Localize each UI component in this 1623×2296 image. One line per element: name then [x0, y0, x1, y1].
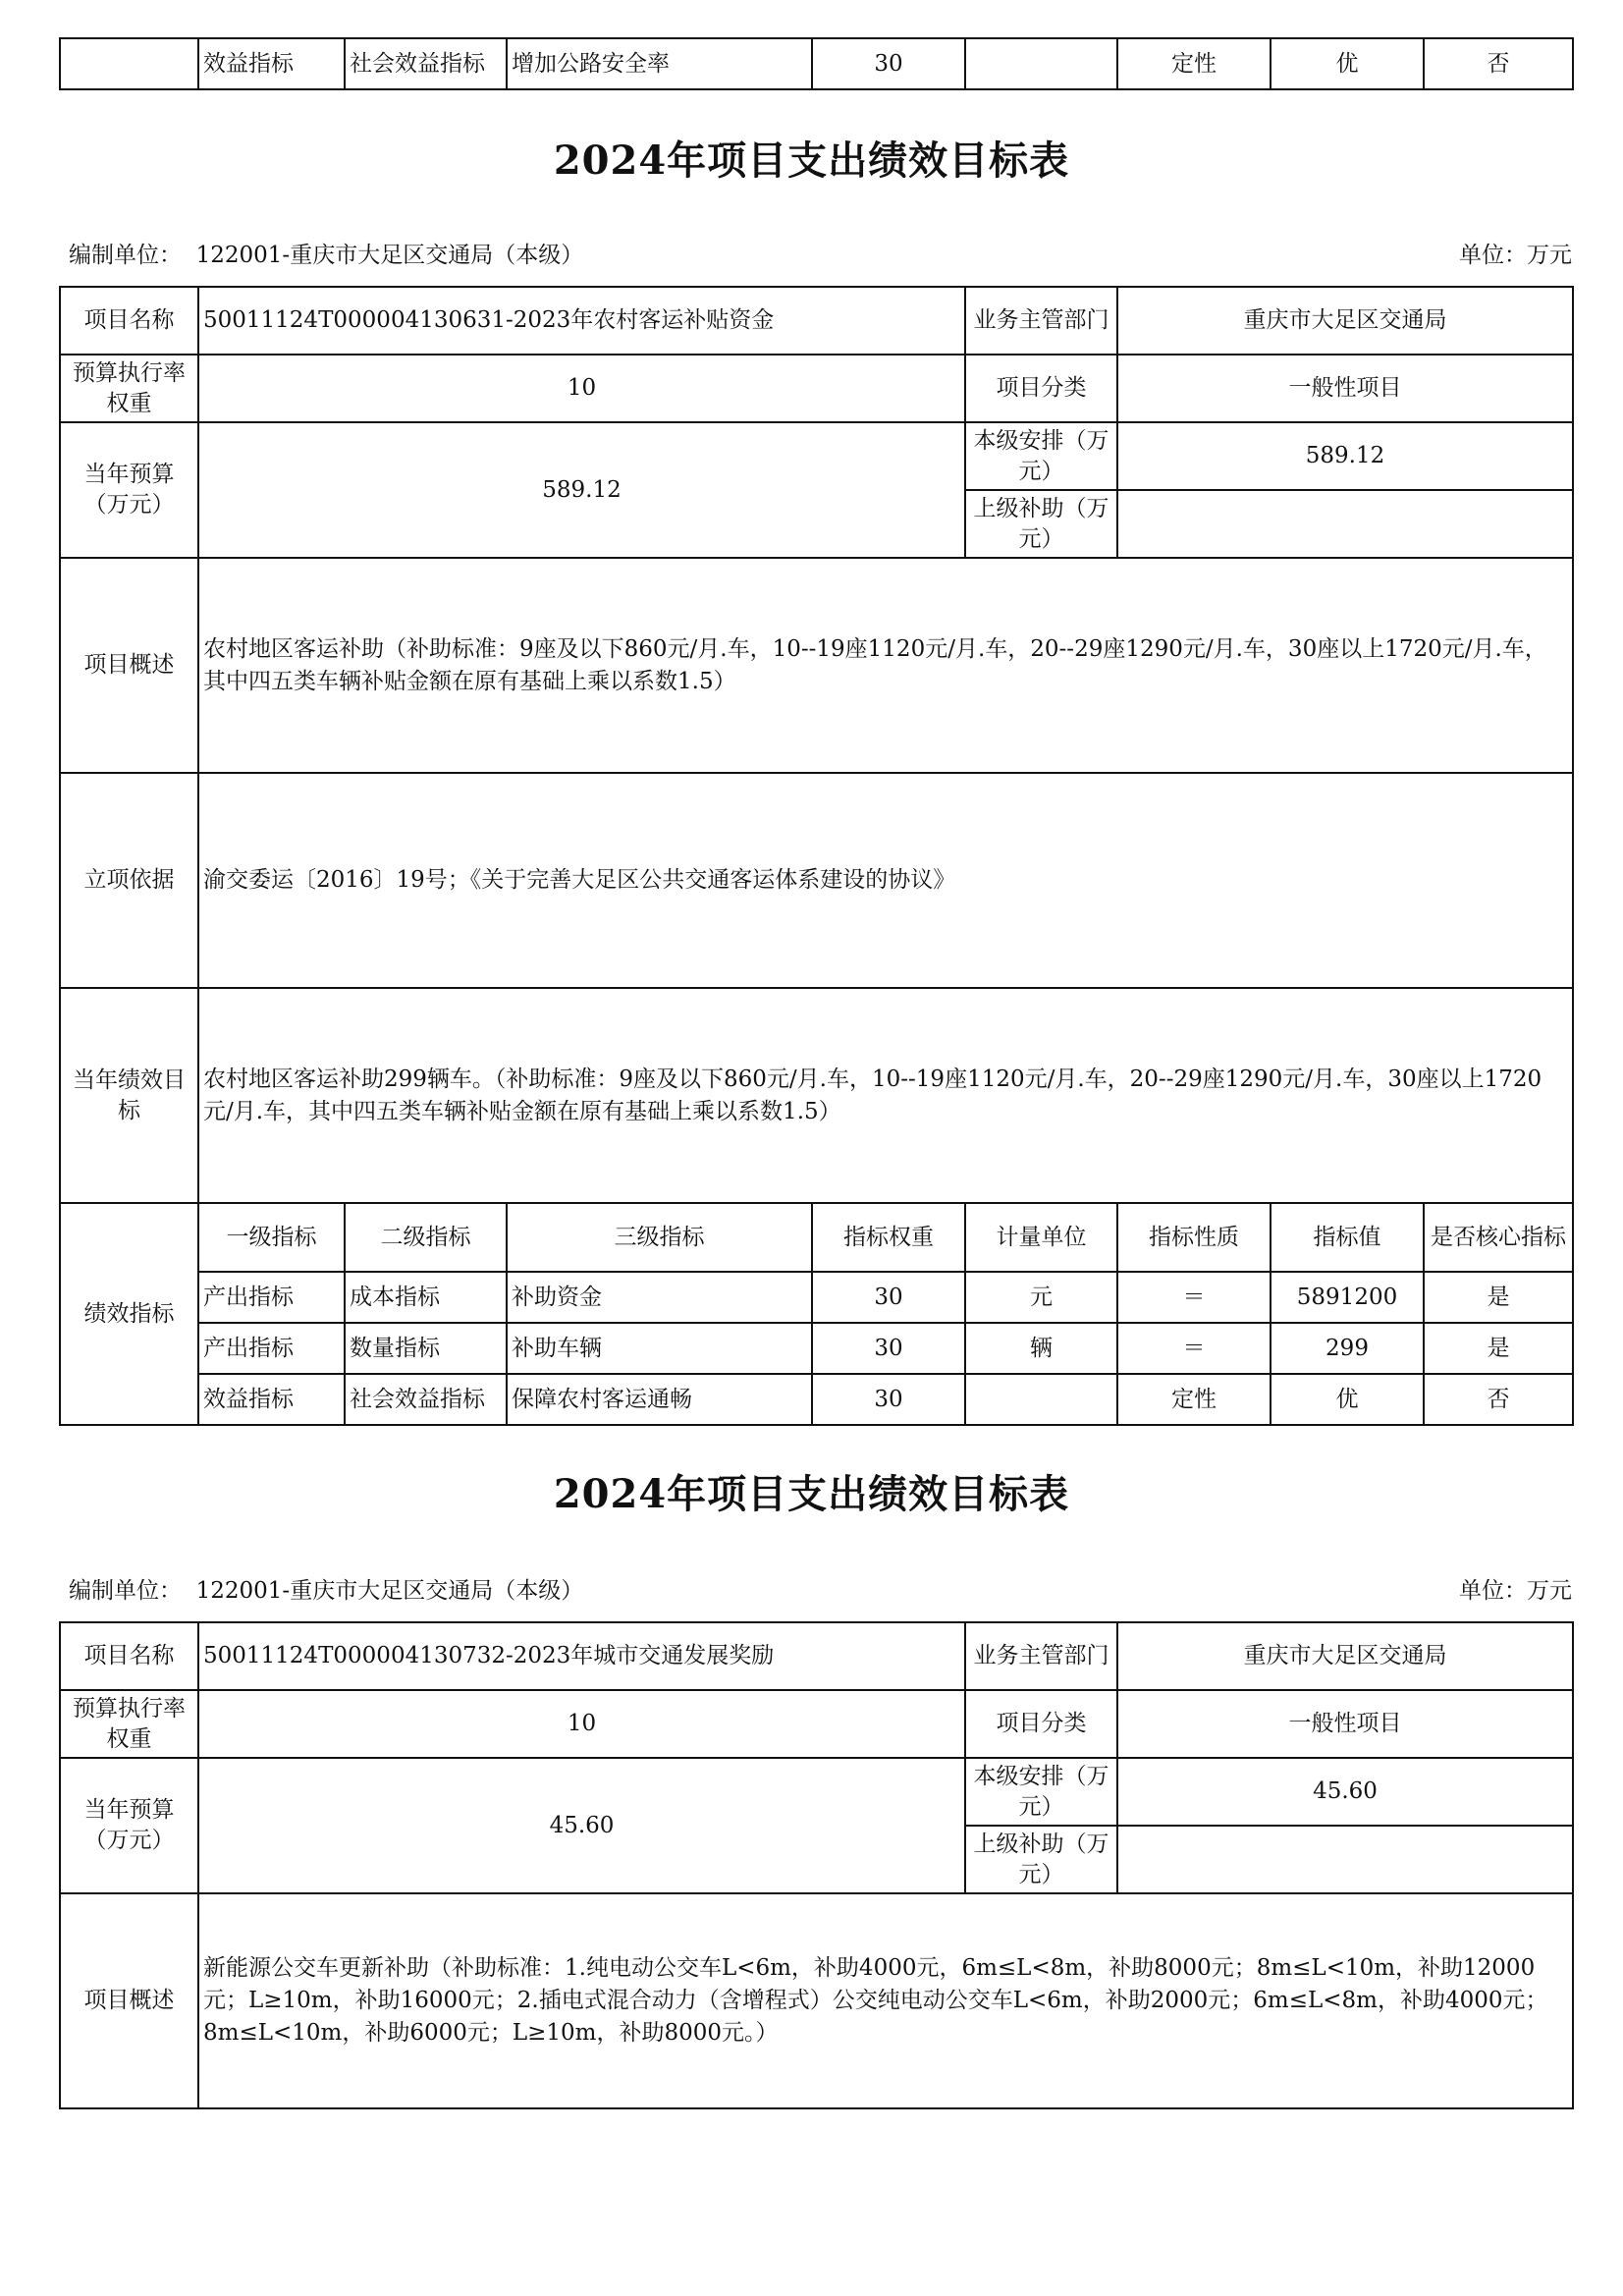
header-value: 指标值	[1271, 1203, 1424, 1272]
level1-indicator: 效益指标	[198, 38, 345, 89]
row-weight: 30	[812, 1323, 965, 1374]
dept-label: 业务主管部门	[965, 1622, 1117, 1690]
exec-weight-label: 预算执行率权重	[60, 1690, 198, 1758]
exec-weight-label: 预算执行率权重	[60, 355, 198, 422]
table-row	[60, 1323, 1573, 1374]
project-name-label: 项目名称	[60, 1622, 198, 1690]
overview-label: 项目概述	[60, 1893, 198, 2108]
upper-value	[1117, 490, 1573, 558]
indicator-nature: 定性	[1117, 38, 1271, 89]
dept-value: 重庆市大足区交通局	[1117, 287, 1573, 355]
category-value: 一般性项目	[1117, 355, 1573, 422]
budget-label: 当年预算（万元）	[60, 1758, 198, 1893]
dept-label: 业务主管部门	[965, 287, 1117, 355]
continuation-table	[59, 37, 1574, 90]
org-label: 编制单位：	[69, 1578, 182, 1604]
org-label: 编制单位：	[69, 243, 182, 268]
row-level3: 补助资金	[507, 1272, 812, 1323]
category-value: 一般性项目	[1117, 1690, 1573, 1758]
budget-label: 当年预算（万元）	[60, 422, 198, 558]
upper-label: 上级补助（万元）	[965, 1826, 1117, 1893]
page-title: 2024年项目支出绩效目标表	[553, 1471, 1070, 1517]
indicator-value: 优	[1271, 38, 1424, 89]
level2-indicator: 社会效益指标	[345, 38, 507, 89]
local-value: 589.12	[1117, 422, 1573, 490]
org-value: 122001-重庆市大足区交通局（本级）	[195, 1578, 584, 1604]
org-line	[69, 237, 1572, 270]
row-value: 5891200	[1271, 1272, 1424, 1323]
exec-weight-value: 10	[198, 355, 965, 422]
performance-table	[59, 286, 1574, 1426]
header-level2: 二级指标	[345, 1203, 507, 1272]
category-label: 项目分类	[965, 355, 1117, 422]
basis-text: 渝交委运〔2016〕19号；《关于完善大足区公共交通客运体系建设的协议》	[198, 773, 1573, 988]
basis-label: 立项依据	[60, 773, 198, 988]
overview-label: 项目概述	[60, 558, 198, 773]
header-nature: 指标性质	[1117, 1203, 1271, 1272]
table-row	[60, 1374, 1573, 1425]
budget-value: 45.60	[198, 1758, 965, 1893]
indicator-weight: 30	[812, 38, 965, 89]
row-unit	[965, 1374, 1117, 1425]
dept-value: 重庆市大足区交通局	[1117, 1622, 1573, 1690]
row-core: 是	[1424, 1272, 1573, 1323]
row-unit: 元	[965, 1272, 1117, 1323]
goal-label: 当年绩效目标	[60, 988, 198, 1203]
table-row	[60, 1272, 1573, 1323]
overview-text: 新能源公交车更新补助（补助标准：1.纯电动公交车L<6m，补助4000元，6m≤L<8m，补助8000元；8m≤L<10m，补助12000元；L≥10m，补助16000元；2.插电式混合动力（含增程式）公交纯电动公交车L<6m，补助2000元；6m≤L<8m，补助4000元；8m≤L<10m，补助6000元；L≥10m，补助8000元。）	[198, 1893, 1573, 2108]
indicators-label: 绩效指标	[60, 1203, 198, 1425]
row-level1: 产出指标	[198, 1272, 345, 1323]
row-level2: 数量指标	[345, 1323, 507, 1374]
row-level1: 产出指标	[198, 1323, 345, 1374]
indicator-unit	[965, 38, 1117, 89]
exec-weight-value: 10	[198, 1690, 965, 1758]
level3-indicator: 增加公路安全率	[507, 38, 812, 89]
budget-value: 589.12	[198, 422, 965, 558]
project-name: 50011124T000004130631-2023年农村客运补贴资金	[198, 287, 965, 355]
header-unit: 计量单位	[965, 1203, 1117, 1272]
row-weight: 30	[812, 1272, 965, 1323]
row-weight: 30	[812, 1374, 965, 1425]
unit-label: 单位：万元	[1459, 1578, 1572, 1604]
upper-value	[1117, 1826, 1573, 1893]
project-name-label: 项目名称	[60, 287, 198, 355]
row-core: 否	[1424, 1374, 1573, 1425]
unit-label: 单位：万元	[1459, 243, 1572, 268]
indicator-core: 否	[1424, 38, 1573, 89]
row-level2: 成本指标	[345, 1272, 507, 1323]
row-level3: 补助车辆	[507, 1323, 812, 1374]
row-nature: ＝	[1117, 1323, 1271, 1374]
local-label: 本级安排（万元）	[965, 422, 1117, 490]
org-line	[69, 1572, 1572, 1606]
header-level1: 一级指标	[198, 1203, 345, 1272]
upper-label: 上级补助（万元）	[965, 490, 1117, 558]
overview-text: 农村地区客运补助（补助标准：9座及以下860元/月.车，10--19座1120元/月.车，20--29座1290元/月.车，30座以上1720元/月.车，其中四五类车辆补贴金额在原有基础上乘以系数1.5）	[198, 558, 1573, 773]
performance-table	[59, 1621, 1574, 2109]
row-core: 是	[1424, 1323, 1573, 1374]
project-name: 50011124T000004130732-2023年城市交通发展奖励	[198, 1622, 965, 1690]
row-level2: 社会效益指标	[345, 1374, 507, 1425]
local-label: 本级安排（万元）	[965, 1758, 1117, 1826]
row-value: 优	[1271, 1374, 1424, 1425]
page-title: 2024年项目支出绩效目标表	[553, 137, 1070, 184]
row-unit: 辆	[965, 1323, 1117, 1374]
row-nature: 定性	[1117, 1374, 1271, 1425]
header-core: 是否核心指标	[1424, 1203, 1573, 1272]
empty-cell	[60, 38, 198, 89]
goal-text: 农村地区客运补助299辆车。（补助标准：9座及以下860元/月.车，10--19座1120元/月.车，20--29座1290元/月.车，30座以上1720元/月.车，其中四五类车辆补贴金额在原有基础上乘以系数1.5）	[198, 988, 1573, 1203]
local-value: 45.60	[1117, 1758, 1573, 1826]
header-level3: 三级指标	[507, 1203, 812, 1272]
row-level1: 效益指标	[198, 1374, 345, 1425]
row-nature: ＝	[1117, 1272, 1271, 1323]
row-value: 299	[1271, 1323, 1424, 1374]
org-value: 122001-重庆市大足区交通局（本级）	[195, 243, 584, 268]
category-label: 项目分类	[965, 1690, 1117, 1758]
row-level3: 保障农村客运通畅	[507, 1374, 812, 1425]
header-weight: 指标权重	[812, 1203, 965, 1272]
